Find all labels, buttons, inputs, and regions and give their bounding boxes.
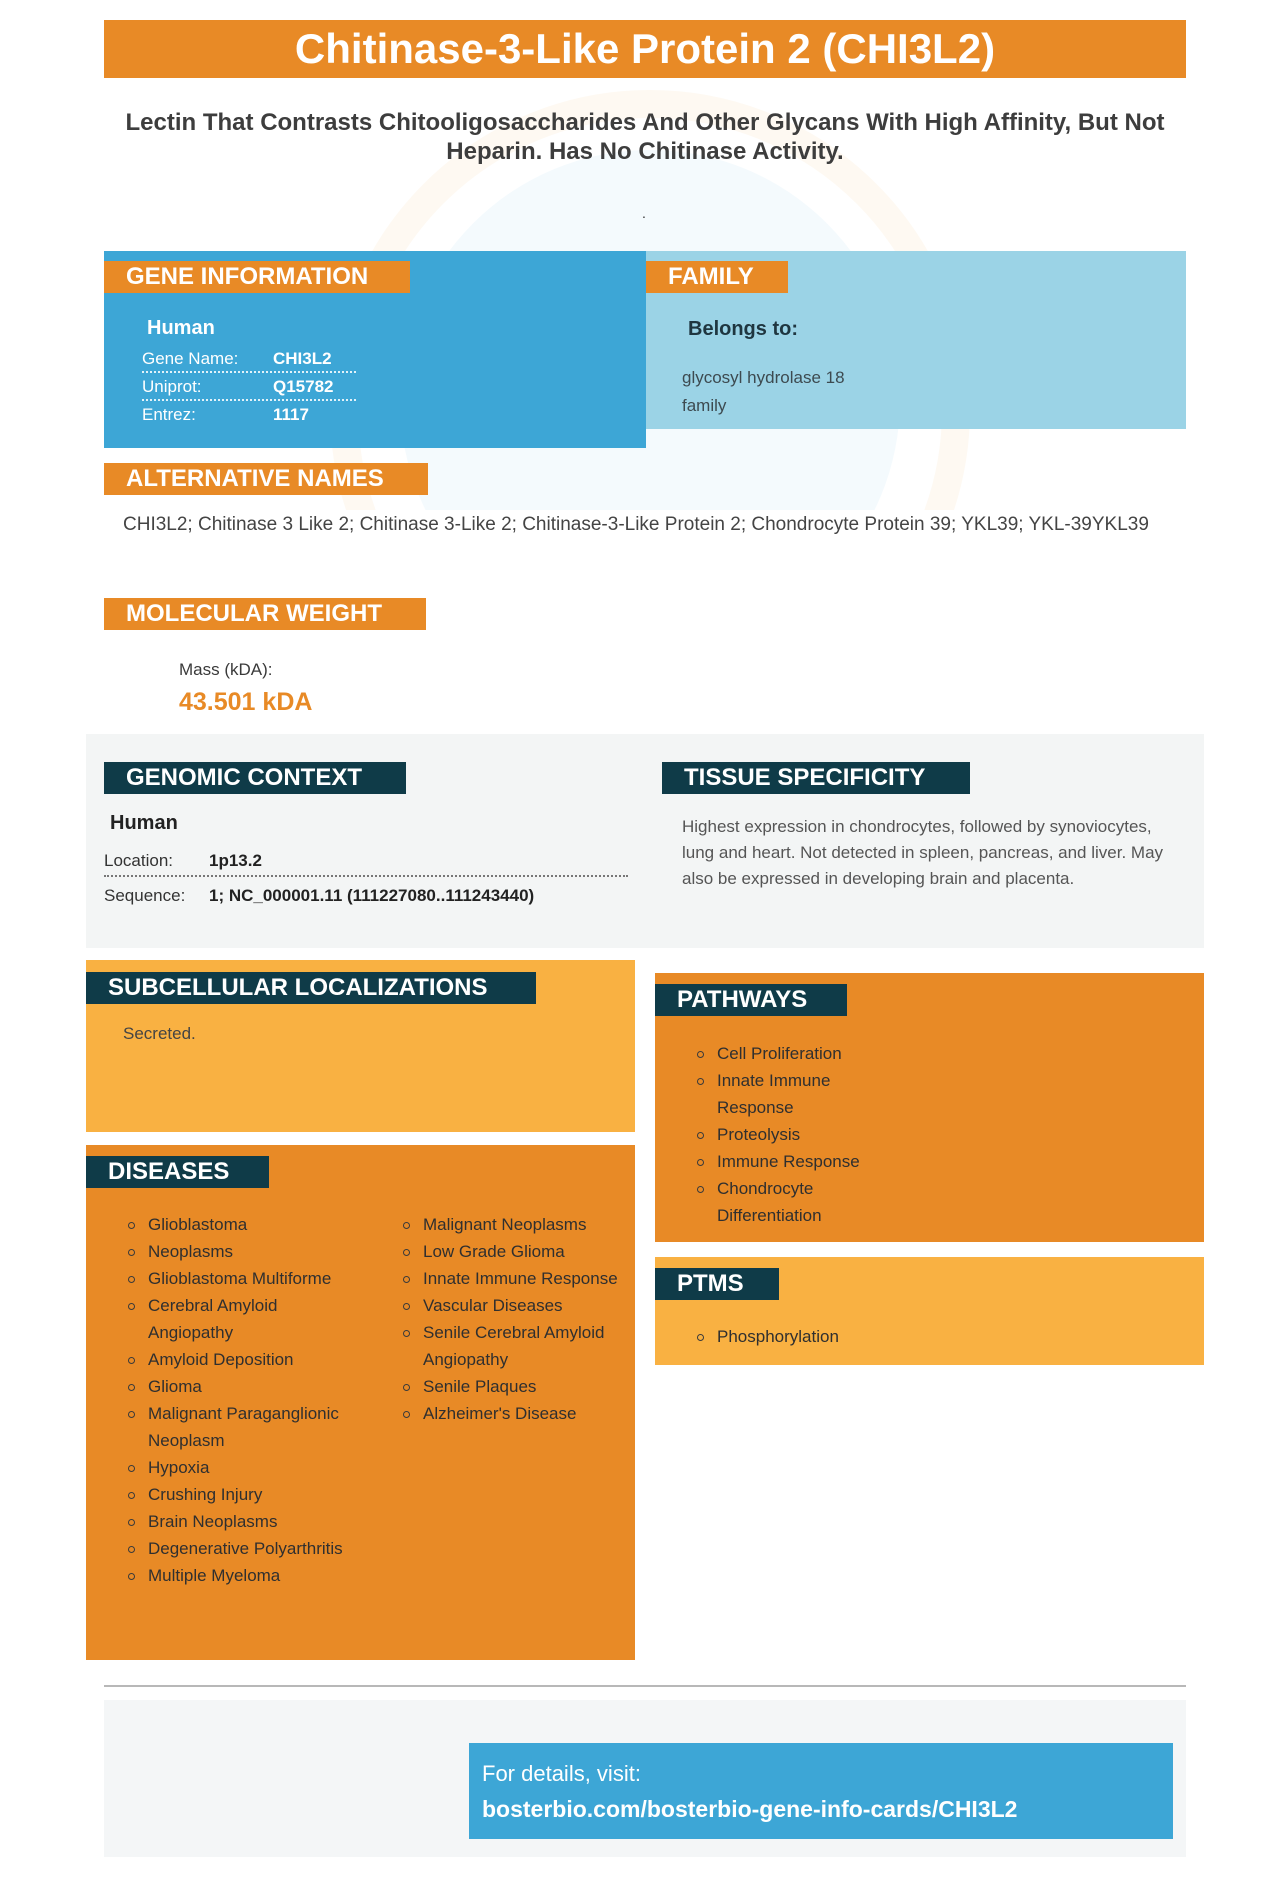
list-item: Amyloid Deposition [122,1346,362,1373]
genomic-species: Human [110,812,178,834]
gene-name-label: Gene Name: [142,349,239,368]
ptms-list [691,1323,951,1350]
list-item: Hypoxia [122,1454,362,1481]
alternative-names-heading: ALTERNATIVE NAMES [104,463,428,495]
location-value: 1p13.2 [209,851,262,870]
subcellular-text: Secreted. [123,1024,196,1043]
list-item: Glioblastoma [122,1211,362,1238]
uniprot-label: Uniprot: [142,377,202,396]
tissue-specificity-heading: TISSUE SPECIFICITY [662,762,970,794]
mass-label: Mass (kDA): [179,660,273,679]
list-item: Innate Immune Response [397,1265,627,1292]
uniprot-row [142,373,356,401]
belongs-to-label: Belongs to: [688,318,798,340]
list-item: Senile Cerebral Amyloid Angiopathy [397,1319,627,1373]
list-item: Cell Proliferation [691,1040,891,1067]
page-subtitle: Lectin That Contrasts Chitooligosaccharides And Other Glycans With High Affinity, But Not Heparin. Has No Chitinase Activity. [125,109,1165,165]
gene-name-row [142,345,356,373]
diseases-list-column-1 [122,1211,362,1589]
entrez-label: Entrez: [142,405,196,424]
list-item: Malignant Neoplasms [397,1211,627,1238]
list-item: Glioblastoma Multiforme [122,1265,362,1292]
list-item: Chondrocyte Differentiation [691,1175,891,1229]
entrez-value: 1117 [273,405,309,424]
separator-dot: . [642,205,646,221]
details-link[interactable]: bosterbio.com/bosterbio-gene-info-cards/CHI3L2 [482,1796,1018,1822]
sequence-value: 1; NC_000001.11 (111227080..111243440) [209,886,535,905]
sequence-label: Sequence: [104,886,186,905]
list-item: Proteolysis [691,1121,891,1148]
alternative-names-text: CHI3L2; Chitinase 3 Like 2; Chitinase 3-Like 2; Chitinase-3-Like Protein 2; Chondrocyte Protein 39; YKL39; YKL-39YKL39 [123,514,1149,535]
location-label: Location: [104,851,173,870]
list-item: Innate Immune Response [691,1067,891,1121]
pathways-list [691,1040,891,1229]
genomic-context-heading: GENOMIC CONTEXT [104,762,406,794]
list-item: Phosphorylation [691,1323,951,1350]
location-row [104,845,628,877]
family-heading: FAMILY [646,261,788,293]
list-item: Immune Response [691,1148,891,1175]
list-item: Cerebral Amyloid Angiopathy [122,1292,362,1346]
list-item: Crushing Injury [122,1481,362,1508]
list-item: Degenerative Polyarthritis [122,1535,362,1562]
list-item: Brain Neoplasms [122,1508,362,1535]
footer-divider [104,1685,1186,1687]
diseases-list-column-2 [397,1211,627,1427]
entrez-row [142,401,356,429]
visit-label: For details, visit: [482,1761,641,1786]
details-link-box[interactable] [469,1743,1173,1839]
list-item: Vascular Diseases [397,1292,627,1319]
uniprot-value: Q15782 [273,377,334,396]
list-item: Alzheimer's Disease [397,1400,627,1427]
tissue-specificity-text: Highest expression in chondrocytes, followed by synoviocytes, lung and heart. Not detected in spleen, pancreas, and liver. May also be expressed in developing brain and placenta. [682,817,1164,888]
subcellular-heading: SUBCELLULAR LOCALIZATIONS [86,972,536,1004]
sequence-row [104,880,628,912]
ptms-heading: PTMS [655,1268,779,1300]
family-value: glycosyl hydrolase 18 family [682,368,845,415]
list-item: Neoplasms [122,1238,362,1265]
list-item: Malignant Paraganglionic Neoplasm [122,1400,362,1454]
list-item: Multiple Myeloma [122,1562,362,1589]
gene-name-value: CHI3L2 [273,349,332,368]
page-title: Chitinase-3-Like Protein 2 (CHI3L2) [104,20,1186,78]
gene-species: Human [147,317,215,339]
diseases-heading: DISEASES [86,1156,269,1188]
list-item: Senile Plaques [397,1373,627,1400]
list-item: Low Grade Glioma [397,1238,627,1265]
list-item: Glioma [122,1373,362,1400]
gene-information-heading: GENE INFORMATION [104,261,410,293]
pathways-heading: PATHWAYS [655,984,847,1016]
molecular-weight-heading: MOLECULAR WEIGHT [104,598,426,630]
mass-value: 43.501 kDA [179,688,313,716]
